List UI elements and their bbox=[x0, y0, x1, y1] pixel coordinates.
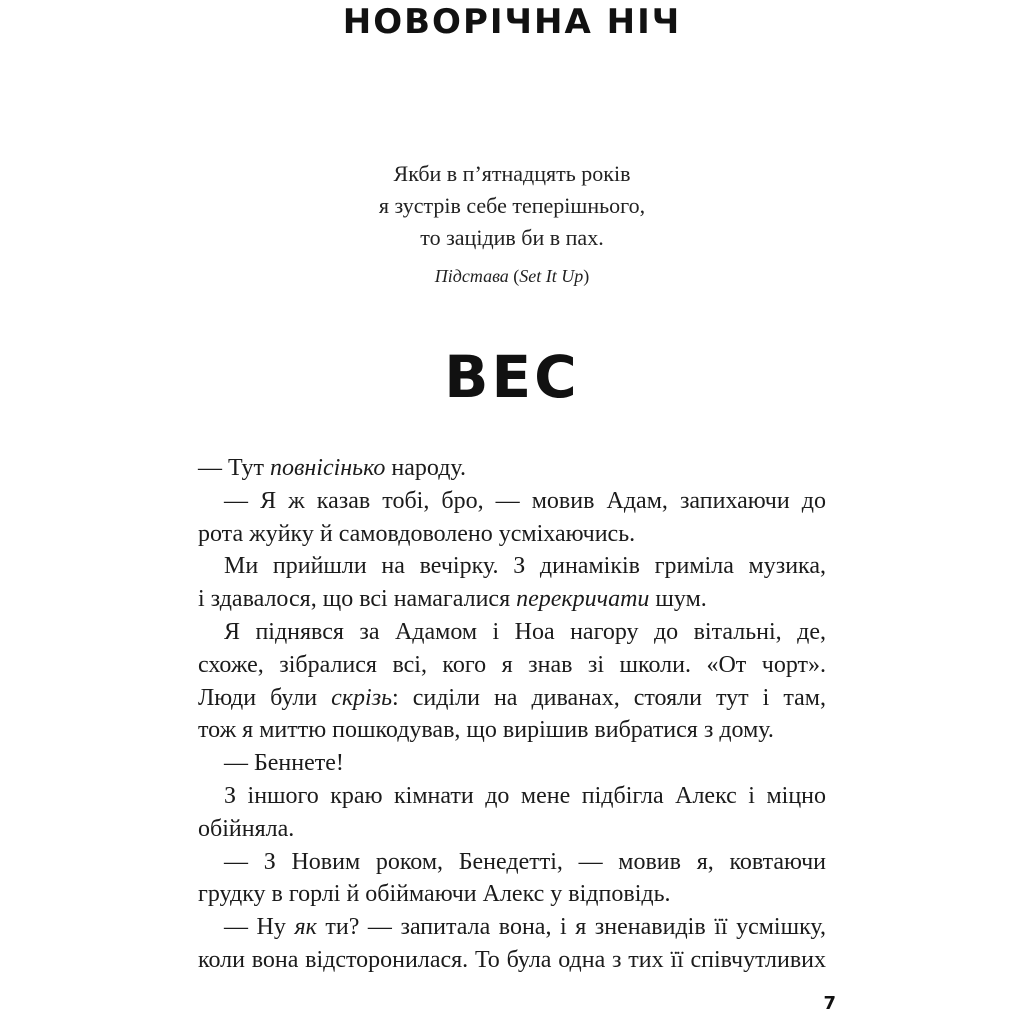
text-run: народу. bbox=[385, 455, 467, 481]
epigraph-source-title: Підстава bbox=[434, 266, 509, 286]
text-line: схоже, зібралися всі, кого я знав зі школи. «От чорт». bbox=[198, 651, 826, 678]
text-run: — Тут bbox=[198, 455, 270, 481]
text-line bbox=[198, 682, 826, 715]
epigraph-line: то зацідив би в пах. bbox=[420, 225, 604, 250]
epigraph-line: я зустрів себе теперішнього, bbox=[378, 193, 646, 218]
text-line bbox=[198, 452, 826, 485]
body-text bbox=[198, 452, 826, 977]
emphasis: як bbox=[294, 914, 317, 941]
text-line bbox=[198, 911, 826, 944]
chapter-title: ВЕС bbox=[444, 343, 580, 411]
emphasis: скрізь bbox=[331, 684, 393, 711]
text-line: — З Новим роком, Бенедетті, — мовив я, ковтаючи bbox=[224, 848, 826, 875]
text-line: рота жуйку й самовдоволено усміхаючись. bbox=[198, 520, 636, 547]
emphasis: перекричати bbox=[516, 586, 650, 613]
text-run: — Ну bbox=[224, 914, 295, 941]
text-line bbox=[198, 583, 826, 616]
text-line: Ми прийшли на вечірку. З динаміків гриміла музика, bbox=[224, 553, 826, 580]
text-line: тож я миттю пошкодував, що вирішив вибратися з дому. bbox=[198, 717, 774, 744]
text-line: З іншого краю кімнати до мене підбігла Алекс і міцно bbox=[224, 782, 826, 809]
emphasis: повнісінько bbox=[269, 455, 386, 481]
text-line: Я піднявся за Адамом і Ноа нагору до вітальні, де, bbox=[224, 618, 826, 645]
text-run: шум. bbox=[649, 586, 707, 613]
text-run: ти? — запитала вона, і я зненавидів її усмішку, bbox=[316, 914, 826, 941]
epigraph bbox=[0, 158, 1024, 254]
epigraph-line: Якби в п’ятнадцять років bbox=[393, 161, 631, 186]
text-line: коли вона відсторонилася. То була одна з тих її співчутливих bbox=[198, 946, 826, 973]
page-number: 7 bbox=[823, 993, 836, 1014]
epigraph-source-original: Set It Up bbox=[519, 266, 584, 286]
text-run: : сиділи на диванах, стояли тут і там, bbox=[392, 684, 826, 711]
text-line: — Я ж казав тобі, бро, — мовив Адам, запихаючи до bbox=[224, 487, 826, 514]
section-title: НОВОРІЧНА НІЧ bbox=[342, 2, 682, 42]
text-line: — Беннете! bbox=[224, 750, 344, 777]
text-line: обійняла. bbox=[198, 815, 295, 842]
epigraph-source bbox=[0, 266, 1024, 287]
epigraph-source-open: ( bbox=[513, 266, 520, 286]
text-line: грудку в горлі й обіймаючи Алекс у відповідь. bbox=[198, 881, 671, 908]
epigraph-source-close: ) bbox=[583, 266, 590, 286]
text-run: Люди були bbox=[198, 684, 332, 711]
text-run: і здавалося, що всі намагалися bbox=[198, 586, 517, 613]
